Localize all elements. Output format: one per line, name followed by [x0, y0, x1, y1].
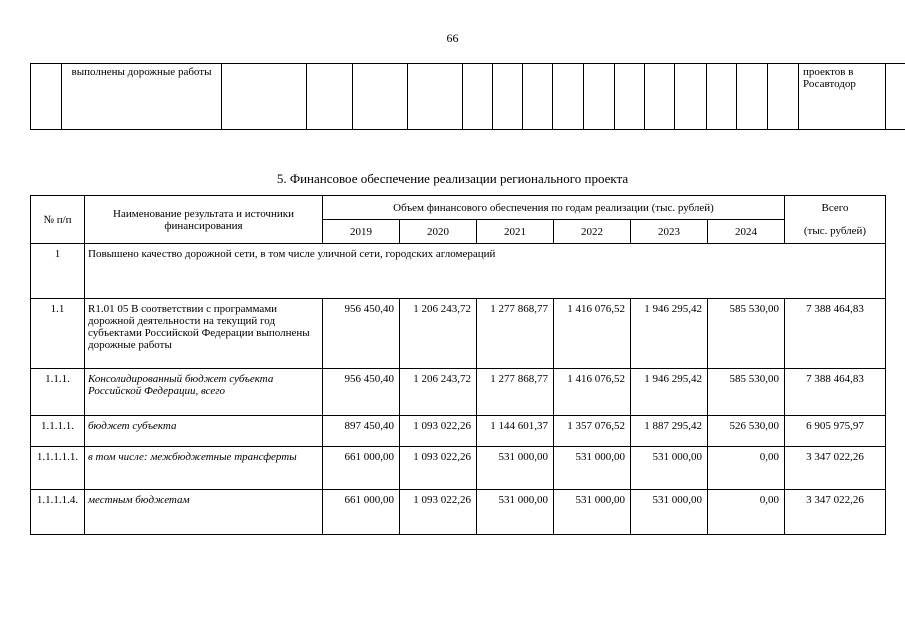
cell — [493, 64, 523, 130]
year-header: 2019 — [323, 220, 400, 244]
year-header: 2022 — [554, 220, 631, 244]
value-cell: 531 000,00 — [554, 447, 631, 490]
value-cell: 1 887 295,42 — [631, 416, 708, 447]
table-row — [31, 369, 886, 416]
value-cell: 1 277 868,77 — [477, 299, 554, 369]
cell — [523, 64, 553, 130]
row-name: бюджет субъекта — [85, 416, 323, 447]
table-row — [31, 244, 886, 299]
col-header-volume: Объем финансового обеспечения по годам реализации (тыс. рублей) — [323, 196, 785, 220]
value-cell: 585 530,00 — [708, 299, 785, 369]
value-cell: 956 450,40 — [323, 369, 400, 416]
cell — [353, 64, 408, 130]
value-cell: 531 000,00 — [477, 447, 554, 490]
cell — [768, 64, 799, 130]
value-cell: 1 093 022,26 — [400, 490, 477, 535]
year-header: 2024 — [708, 220, 785, 244]
cell — [645, 64, 675, 130]
value-cell: 661 000,00 — [323, 447, 400, 490]
cell — [463, 64, 493, 130]
cell — [675, 64, 707, 130]
continuation-row — [31, 64, 905, 130]
total-cell: 7 388 464,83 — [785, 299, 886, 369]
value-cell: 585 530,00 — [708, 369, 785, 416]
value-cell: 526 530,00 — [708, 416, 785, 447]
row-name: Консолидированный бюджет субъекта Российской Федерации, всего — [85, 369, 323, 416]
year-header: 2020 — [400, 220, 477, 244]
responsible-cell: проектов в Росавтодор — [799, 64, 886, 130]
row-number: 1.1.1.1.1. — [31, 447, 85, 490]
value-cell: 1 206 243,72 — [400, 369, 477, 416]
header-row — [31, 196, 886, 220]
total-cell: 7 388 464,83 — [785, 369, 886, 416]
value-cell: 1 946 295,42 — [631, 369, 708, 416]
value-cell: 531 000,00 — [631, 447, 708, 490]
row-number: 1.1.1.1.4. — [31, 490, 85, 535]
value-cell: 531 000,00 — [631, 490, 708, 535]
value-cell: 1 357 076,52 — [554, 416, 631, 447]
cell — [615, 64, 645, 130]
cell — [886, 64, 905, 130]
total-cell: 6 905 975,97 — [785, 416, 886, 447]
row-name: Повышено качество дорожной сети, в том числе уличной сети, городских агломераций — [85, 244, 886, 299]
cell — [584, 64, 615, 130]
table-row — [31, 299, 886, 369]
value-cell: 1 206 243,72 — [400, 299, 477, 369]
cell — [31, 64, 62, 130]
cell — [222, 64, 307, 130]
value-cell: 1 144 601,37 — [477, 416, 554, 447]
cell — [737, 64, 768, 130]
table-row — [31, 490, 886, 535]
value-cell: 661 000,00 — [323, 490, 400, 535]
page-number: 66 — [446, 31, 459, 45]
cell — [307, 64, 353, 130]
row-name: местным бюджетам — [85, 490, 323, 535]
row-name: R1.01 05 В соответствии с программами дорожной деятельности на текущий год субъектами Российской Федерации выполнены дорожные работы — [85, 299, 323, 369]
row-number: 1.1.1. — [31, 369, 85, 416]
year-header: 2021 — [477, 220, 554, 244]
col-header-total-unit: (тыс. рублей) — [785, 220, 886, 244]
section-title: 5. Финансовое обеспечение реализации регионального проекта — [276, 171, 629, 186]
cell — [408, 64, 463, 130]
row-number: 1.1 — [31, 299, 85, 369]
value-cell: 531 000,00 — [554, 490, 631, 535]
row-number: 1.1.1.1. — [31, 416, 85, 447]
value-cell: 1 277 868,77 — [477, 369, 554, 416]
value-cell: 1 946 295,42 — [631, 299, 708, 369]
value-cell: 1 093 022,26 — [400, 447, 477, 490]
value-cell: 956 450,40 — [323, 299, 400, 369]
continuation-table — [30, 63, 905, 130]
row-number: 1 — [31, 244, 85, 299]
col-header-total: Всего — [785, 196, 886, 220]
value-cell: 1 416 076,52 — [554, 299, 631, 369]
table-row — [31, 416, 886, 447]
total-cell: 3 347 022,26 — [785, 447, 886, 490]
value-cell: 0,00 — [708, 490, 785, 535]
value-cell: 531 000,00 — [477, 490, 554, 535]
value-cell: 1 093 022,26 — [400, 416, 477, 447]
year-header: 2023 — [631, 220, 708, 244]
value-cell: 0,00 — [708, 447, 785, 490]
table-row — [31, 447, 886, 490]
cell — [707, 64, 737, 130]
result-name-cell: выполнены дорожные работы — [62, 64, 222, 130]
col-header-num: № п/п — [31, 196, 85, 244]
col-header-name: Наименование результата и источники финансирования — [85, 196, 323, 244]
total-cell: 3 347 022,26 — [785, 490, 886, 535]
row-name: в том числе: межбюджетные трансферты — [85, 447, 323, 490]
cell — [553, 64, 584, 130]
value-cell: 1 416 076,52 — [554, 369, 631, 416]
financing-table — [30, 195, 886, 535]
value-cell: 897 450,40 — [323, 416, 400, 447]
